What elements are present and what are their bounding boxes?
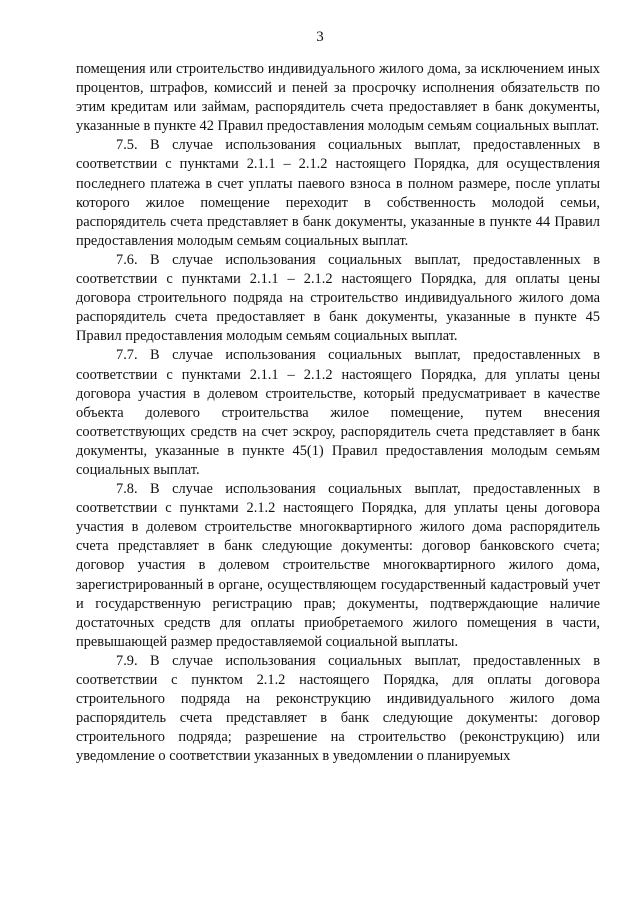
- page-number: 3: [316, 29, 324, 45]
- paragraph-7-6: 7.6. В случае использования социальных выплат, предоставленных в соответствии с пунктами 2.1.1 – 2.1.2 настоящего Порядка, для оплаты цены договора строительного подряда на строительство индивидуального жилого дома распорядитель счета предоставляет в банк документы, указанные в пункте 45 Правил предоставления молодым семьям социальных выплат.: [76, 251, 600, 345]
- paragraph-7-8: 7.8. В случае использования социальных выплат, предоставленных в соответствии с пунктами 2.1.2 настоящего Порядка, для уплаты цены договора участия в долевом строительстве многоквартирного жилого дома распорядитель счета представляет в банк следующие документы: договор банковского счета; договор участия в долевом строительстве многоквартирного жилого дома, зарегистрированный в органе, осуществляющем государственный кадастровый учет и государственную регистрацию прав; документы, подтверждающие наличие достаточных средств для оплаты приобретаемого жилого помещения в части, превышающей размер предоставляемой социальной выплаты.: [76, 481, 600, 650]
- paragraph-7-7: 7.7. В случае использования социальных выплат, предоставленных в соответствии с пунктами 2.1.1 – 2.1.2 настоящего Порядка, для уплаты цены договора участия в долевом строительстве, который предусматривает в качестве объекта долевого строительства жилое помещение, путем внесения соответствующих средств на счет эскроу, распорядитель счета представляет в банк документы, указанные в пункте 45(1) Правил предоставления молодым семьям социальных выплат.: [76, 347, 600, 478]
- document-body: [76, 60, 600, 766]
- paragraph-7-9: 7.9. В случае использования социальных выплат, предоставленных в соответствии с пунктом 2.1.2 настоящего Порядка, для оплаты договора строительного подряда на реконструкцию индивидуального жилого дома распорядитель счета представляет в банк следующие документы: договор строительного подряда; разрешение на строительство (реконструкцию) или уведомление о соответствии указанных в уведомлении о планируемых: [76, 652, 600, 765]
- paragraph-7-5: 7.5. В случае использования социальных выплат, предоставленных в соответствии с пунктами 2.1.1 – 2.1.2 настоящего Порядка, для осуществления последнего платежа в счет уплаты паевого взноса в полном размере, после уплаты которого жилое помещение переходит в собственность молодой семьи, распорядитель счета представляет в банк документы, указанные в пункте 44 Правил предоставления молодым семьям социальных выплат.: [76, 137, 600, 249]
- paragraph-continuation: помещения или строительство индивидуального жилого дома, за исключением иных процентов, штрафов, комиссий и пеней за просрочку исполнения обязательств по этим кредитам или займам, распорядитель счета предоставляет в банк документы, указанные в пункте 42 Правил предоставления молодым семьям социальных выплат.: [76, 61, 600, 135]
